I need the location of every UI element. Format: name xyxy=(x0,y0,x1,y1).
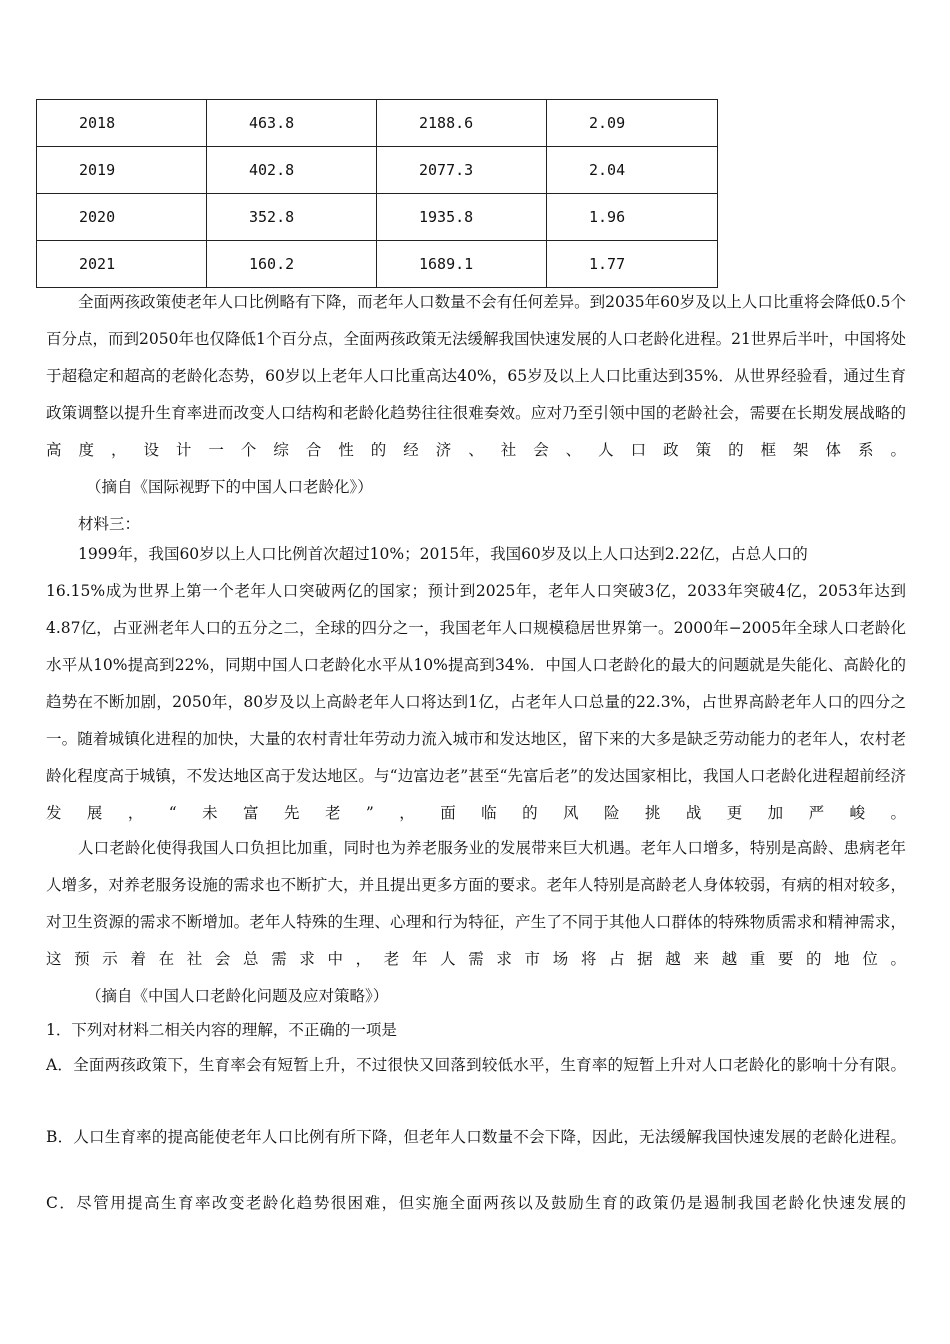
question1-option-a: A．全面两孩政策下，生育率会有短暂上升，不过很快又回落到较低水平，生育率的短暂上升对人口老龄化的影响十分有限。 xyxy=(46,1056,906,1074)
table-cell-year: 2021 xyxy=(37,241,207,288)
table-cell-year: 2018 xyxy=(37,100,207,147)
material2-paragraph: 全面两孩政策使老年人口比例略有下降，而老年人口数量不会有任何差异。到2035年60岁及以上人口比重将会降低0.5个百分点，而到2050年也仅降低1个百分点，全面两孩政策无法缓解我国快速发展的人口老龄化进程。21世界后半叶，中国将处于超稳定和超高的老龄化态势，60岁以上老年人口比重高达40%，65岁及以上人口比重达到35%．从世界经验看，通过生育政策调整以提升生育率进而改变人口结构和老龄化趋势往往很难奏效。应对乃至引领中国的老龄社会，需要在长期发展战略的高度，设计一个综合性的经济、社会、人口政策的框架体系。 xyxy=(46,293,906,459)
material3-source: （摘自《中国人口老龄化问题及应对策略》） xyxy=(86,987,389,1005)
table-cell: 402.8 xyxy=(207,147,377,194)
table-cell-year: 2019 xyxy=(37,147,207,194)
table-cell: 1935.8 xyxy=(377,194,547,241)
table-cell: 352.8 xyxy=(207,194,377,241)
table-row xyxy=(37,147,718,194)
population-table xyxy=(36,99,718,288)
question1-stem: 1．下列对材料二相关内容的理解，不正确的一项是 xyxy=(46,1021,397,1039)
material3-first-line: 1999年，我国60岁以上人口比例首次超过10%；2015年，我国60岁及以上人口达到2.22亿，占总人口的 xyxy=(78,545,808,563)
table-cell: 1.77 xyxy=(547,241,718,288)
table-row xyxy=(37,194,718,241)
table-cell: 2.04 xyxy=(547,147,718,194)
question1-option-c: C．尽管用提高生育率改变老龄化趋势很困难，但实施全面两孩以及鼓励生育的政策仍是遏制我国老龄化快速发展的 xyxy=(46,1194,906,1212)
table-cell: 1.96 xyxy=(547,194,718,241)
material3-paragraph2: 人口老龄化使得我国人口负担比加重，同时也为养老服务业的发展带来巨大机遇。老年人口增多，特别是高龄、患病老年人增多，对养老服务设施的需求也不断扩大，并且提出更多方面的要求。老年人特别是高龄老人身体较弱，有病的相对较多，对卫生资源的需求不断增加。老年人特殊的生理、心理和行为特征，产生了不同于其他人口群体的特殊物质需求和精神需求，这预示着在社会总需求中，老年人需求市场将占据越来越重要的地位。 xyxy=(46,839,906,968)
material3-paragraph1: 16.15%成为世界上第一个老年人口突破两亿的国家；预计到2025年，老年人口突破3亿，2033年突破4亿，2053年达到4.87亿，占亚洲老年人口的五分之二，全球的四分之一，我国老年人口规模稳居世界第一。2000年−2005年全球人口老龄化水平从10%提高到22%，同期中国人口老龄化水平从10%提高到34%．中国人口老龄化的最大的问题就是失能化、高龄化的趋势在不断加剧，2050年，80岁及以上高龄老年人口将达到1亿，占老年人口总量的22.3%，占世界高龄老年人口的四分之一。随着城镇化进程的加快，大量的农村青壮年劳动力流入城市和发达地区，留下来的大多是缺乏劳动能力的老年人，农村老龄化程度高于城镇，不发达地区高于发达地区。与“边富边老”甚至“先富后老”的发达国家相比，我国人口老龄化进程超前经济发展，“未富先老”，面临的风险挑战更加严峻。 xyxy=(46,582,906,822)
table-cell: 160.2 xyxy=(207,241,377,288)
material2-source: （摘自《国际视野下的中国人口老龄化》） xyxy=(86,478,373,496)
table-cell: 2188.6 xyxy=(377,100,547,147)
table-row xyxy=(37,100,718,147)
question1-option-b: B．人口生育率的提高能使老年人口比例有所下降，但老年人口数量不会下降，因此，无法缓解我国快速发展的老龄化进程。 xyxy=(46,1128,906,1146)
material3-heading: 材料三： xyxy=(78,515,141,533)
table-row xyxy=(37,241,718,288)
table-cell: 2.09 xyxy=(547,100,718,147)
table-cell-year: 2020 xyxy=(37,194,207,241)
table-cell: 2077.3 xyxy=(377,147,547,194)
table-cell: 463.8 xyxy=(207,100,377,147)
table-cell: 1689.1 xyxy=(377,241,547,288)
